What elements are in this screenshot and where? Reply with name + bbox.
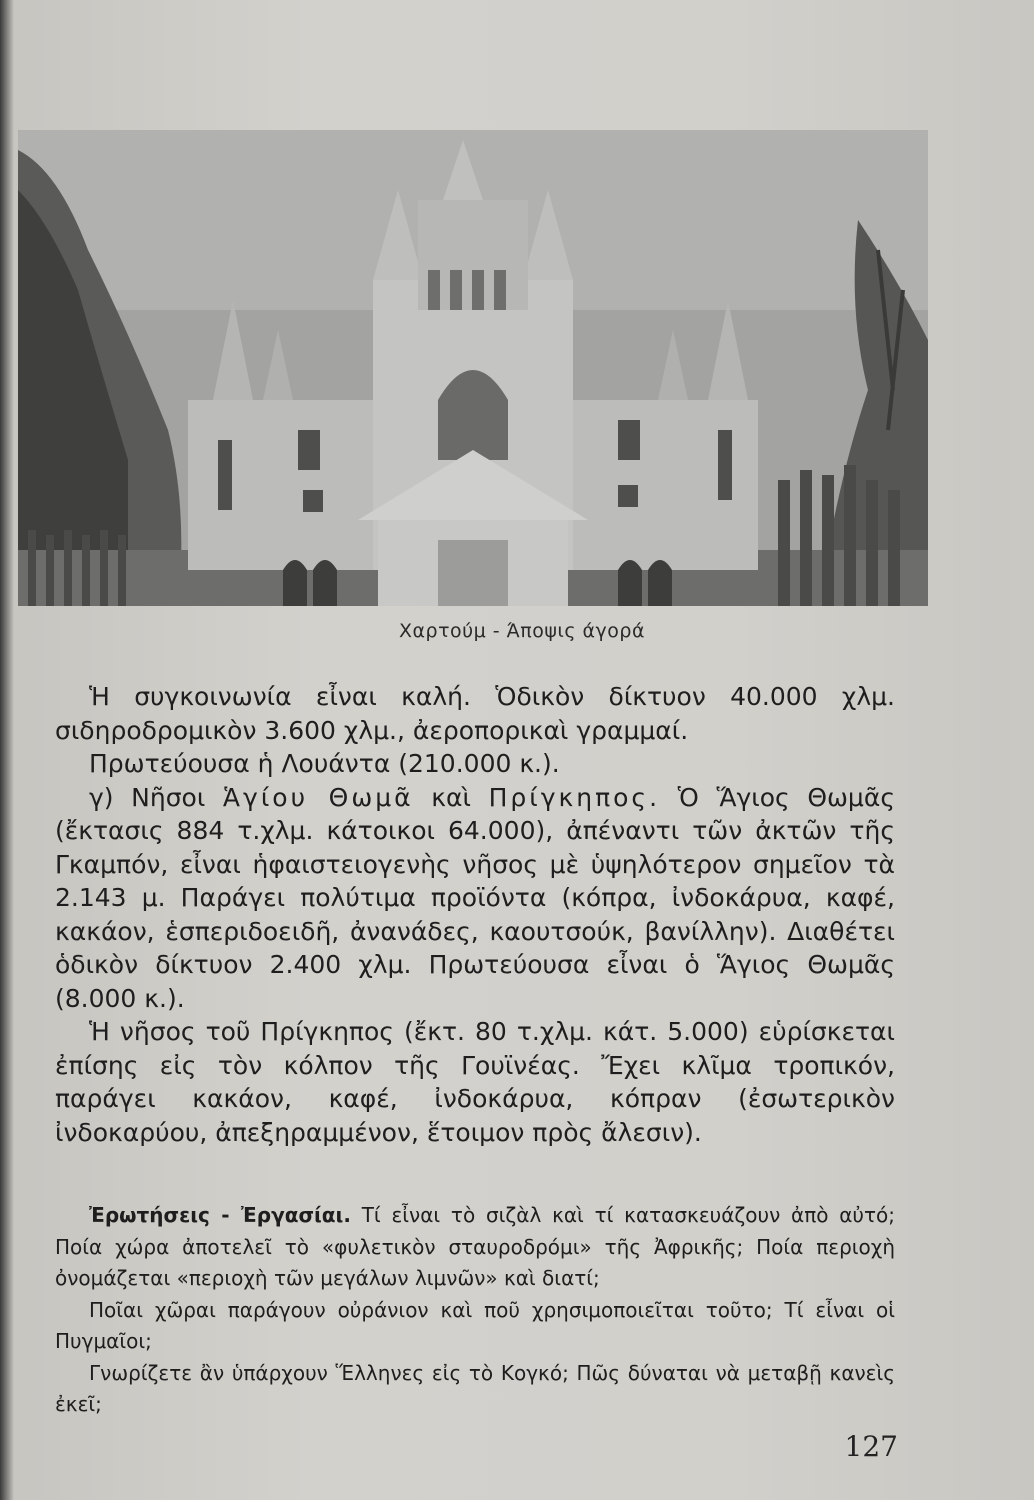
questions-block [55,1200,895,1421]
body-text [55,680,895,1149]
questions-heading: Ἐρωτήσεις - Ἐργασίαι. [89,1203,351,1227]
page-gutter-shadow [0,0,14,1500]
section-c-name1: Ἁγίου Θωμᾶ [222,782,414,812]
question-1 [55,1200,895,1295]
section-c-prefix: γ) Νῆσοι [89,782,206,812]
cathedral-illustration [18,130,928,606]
question-2: Ποῖαι χῶραι παράγουν οὐράνιον καὶ ποῦ χρησιμοποιεῖται τοῦτο; Τί εἶναι οἱ Πυγμαῖοι; [55,1297,895,1353]
section-c-name2: Πρίγκηπος. [488,782,661,812]
cathedral-photo [18,130,928,606]
paragraph-capital: Πρωτεύουσα ἡ Λουάντα (210.000 κ.). [89,749,560,778]
page-number: 127 [844,1430,898,1463]
photo-caption: Χαρτούμ - Άποψις άγορά [398,620,646,642]
paragraph-section-c [55,781,895,1016]
paragraph-prince-island: Ἡ νῆσος τοῦ Πρίγκηπος (ἔκτ. 80 τ.χλμ. κάτ. 5.000) εὑρίσκεται ἐπίσης εἰς τὸν κόλπον τῆς Γουϊνέας. Ἔχει κλῖμα τροπικόν, παράγει κακάον, καφέ, ἰνδοκάρυα, κόπραν (ἐσωτερικὸν ἰνδοκαρύου, ἀπεξηραμμένον, ἕτοιμον πρὸς ἄλεσιν). [55,1017,895,1147]
section-c-and: καὶ [431,782,471,812]
question-1-text: Τί εἶναι τὸ σιζὰλ καὶ τί κατασκευάζουν ἀπὸ αὐτό; Ποία χώρα ἀποτελεῖ τὸ «φυλετικὸν σταυροδρόμι» τῆς Ἀφρικῆς; Ποία περιοχὴ ὀνομάζεται «περιοχὴ τῶν μεγάλων λιμνῶν» καὶ διατί; [55,1203,896,1290]
section-c-text: Ὁ Ἅγιος Θωμᾶς (ἔκτασις 884 τ.χλμ. κάτοικοι 64.000), ἀπέναντι τῶν ἀκτῶν τῆς Γκαμπόν, εἶναι ἡφαιστειογενὴς νῆσος μὲ ὑψηλότερον σημεῖον τὰ 2.143 μ. Παράγει πολύτιμα προϊόντα (κόπρα, ἰνδοκάρυα, καφέ, κακάον, ἑσπεριδοειδῆ, ἀνανάδες, καουτσούκ, βανίλλην). Διαθέτει ὁδικὸν δίκτυον 2.400 χλμ. Πρωτεύουσα εἶναι ὁ Ἅγιος Θωμᾶς (8.000 κ.). [55,782,895,1013]
question-3: Γνωρίζετε ἂν ὑπάρχουν Ἕλληνες εἰς τὸ Κογκό; Πῶς δύναται νὰ μεταβῇ κανεὶς ἐκεῖ; [55,1360,895,1416]
paragraph-transport: Ἡ συγκοινωνία εἶναι καλή. Ὁδικὸν δίκτυον 40.000 χλμ. σιδηροδρομικὸν 3.600 χλμ., ἀεροπορικαὶ γραμμαί. [55,682,895,745]
